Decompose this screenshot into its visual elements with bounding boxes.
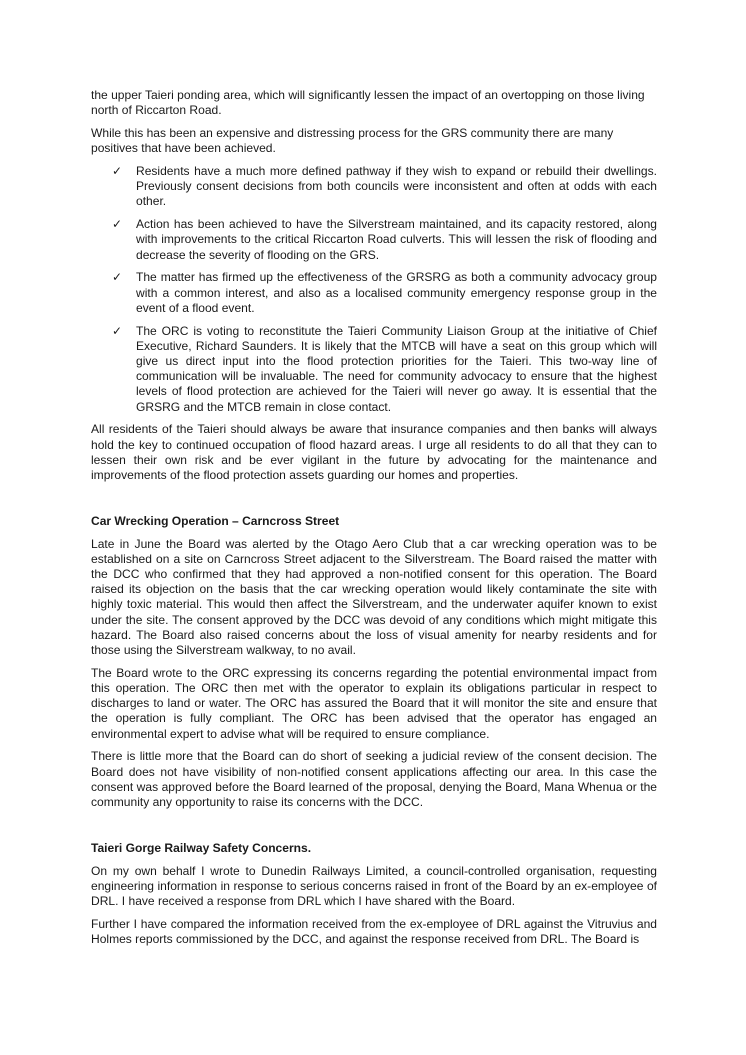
list-item: [91, 164, 657, 210]
intro-paragraph-2: While this has been an expensive and distressing process for the GRS community there are many positives that have been achieved.: [91, 126, 614, 156]
list-item: [91, 324, 657, 415]
section-spacer: [91, 818, 657, 841]
checkmark-icon: ✓: [112, 217, 123, 232]
checkmark-icon: ✓: [112, 164, 123, 178]
car-wrecking-paragraph-3: There is little more that the Board can do short of seeking a judicial review of the consent decision. The Board does not have visibility of non-notified consent applications affecting our area. In this case the consent was approved before the Board learned of the proposal, denying the Board, Mana Whenua or the community any opportunity to raise its concerns with the DCC.: [91, 749, 657, 810]
list-item-text: Residents have a much more defined pathway if they wish to expand or rebuild their dwellings. Previously consent decisions from both councils were inconsistent and often at odds with each other.: [136, 164, 657, 209]
intro-paragraph-1: the upper Taieri ponding area, which will significantly lessen the impact of an overtopping on those living north of Riccarton Road.: [91, 88, 645, 118]
closing-paragraph: All residents of the Taieri should always be aware that insurance companies and then banks will always hold the key to continued occupation of flood hazard areas. I urge all residents to do all that they can to lessen their own risk and be ever vigilant in the future by advocating for the maintenance and improvements of the flood protection assets guarding our homes and properties.: [91, 422, 657, 483]
list-item-text: The matter has firmed up the effectiveness of the GRSRG as both a community advocacy group with a common interest, and also as a localised community emergency response group in the event of a flood event.: [136, 270, 657, 315]
car-wrecking-paragraph-1: Late in June the Board was alerted by the Otago Aero Club that a car wrecking operation was to be established on a site on Carncross Street adjacent to the Silverstream. The Board raised the matter with the DCC who confirmed that they had approved a non-notified consent for this operation. The Board raised its objection on the basis that the car wrecking operation would likely contaminate the site with highly toxic material. This would then affect the Silverstream, and the underwater aquifer known to exist under the site. The consent approved by the DCC was devoid of any conditions which might mitigate this hazard. The Board also raised concerns about the loss of visual amenity for nearby residents and for those using the Silverstream walkway, to no avail.: [91, 536, 657, 658]
list-item-text: The ORC is voting to reconstitute the Taieri Community Liaison Group at the initiative of Chief Executive, Richard Saunders. It is likely that the MTCB will have a seat on this group which will give us direct input into the flood protection priorities for the Taieri. This two-way line of communication will be invaluable. The need for community advocacy to ensure that the highest levels of flood protection are achieved for the Taieri will never go away. It is essential that the GRSRG and the MTCB remain in close contact.: [136, 323, 657, 414]
document-page: [91, 88, 657, 955]
railway-paragraph-1: On my own behalf I wrote to Dunedin Railways Limited, a council-controlled organisation, requesting engineering information in response to serious concerns raised in front of the Board by an ex-employee of DRL. I have received a response from DRL which I have shared with the Board.: [91, 863, 657, 909]
car-wrecking-paragraph-2: The Board wrote to the ORC expressing its concerns regarding the potential environmental impact from this operation. The ORC then met with the operator to explain its obligations particular in respect to discharges to land or water. The ORC has assured the Board that it will monitor the site and ensure that the operation is fully compliant. The ORC has been advised that the operator has engaged an environmental expert to advise what will be required to ensure compliance.: [91, 665, 657, 741]
section-spacer: [91, 491, 657, 514]
checkmark-icon: ✓: [112, 323, 123, 338]
section-heading-railway-safety: Taieri Gorge Railway Safety Concerns.: [91, 840, 312, 855]
list-item: [91, 217, 657, 263]
list-item: [91, 270, 657, 316]
checkmark-icon: ✓: [112, 270, 123, 285]
section-heading-car-wrecking: Car Wrecking Operation – Carncross Street: [91, 513, 340, 528]
railway-paragraph-2: Further I have compared the information received from the ex-employee of DRL against the Vitruvius and Holmes reports commissioned by the DCC, and against the response received from DRL. The Board is: [91, 916, 657, 947]
positives-list: [91, 164, 657, 415]
list-item-text: Action has been achieved to have the Silverstream maintained, and its capacity restored, along with improvements to the critical Riccarton Road culverts. This will lessen the risk of flooding and decrease the severity of flooding on the GRS.: [136, 217, 657, 262]
